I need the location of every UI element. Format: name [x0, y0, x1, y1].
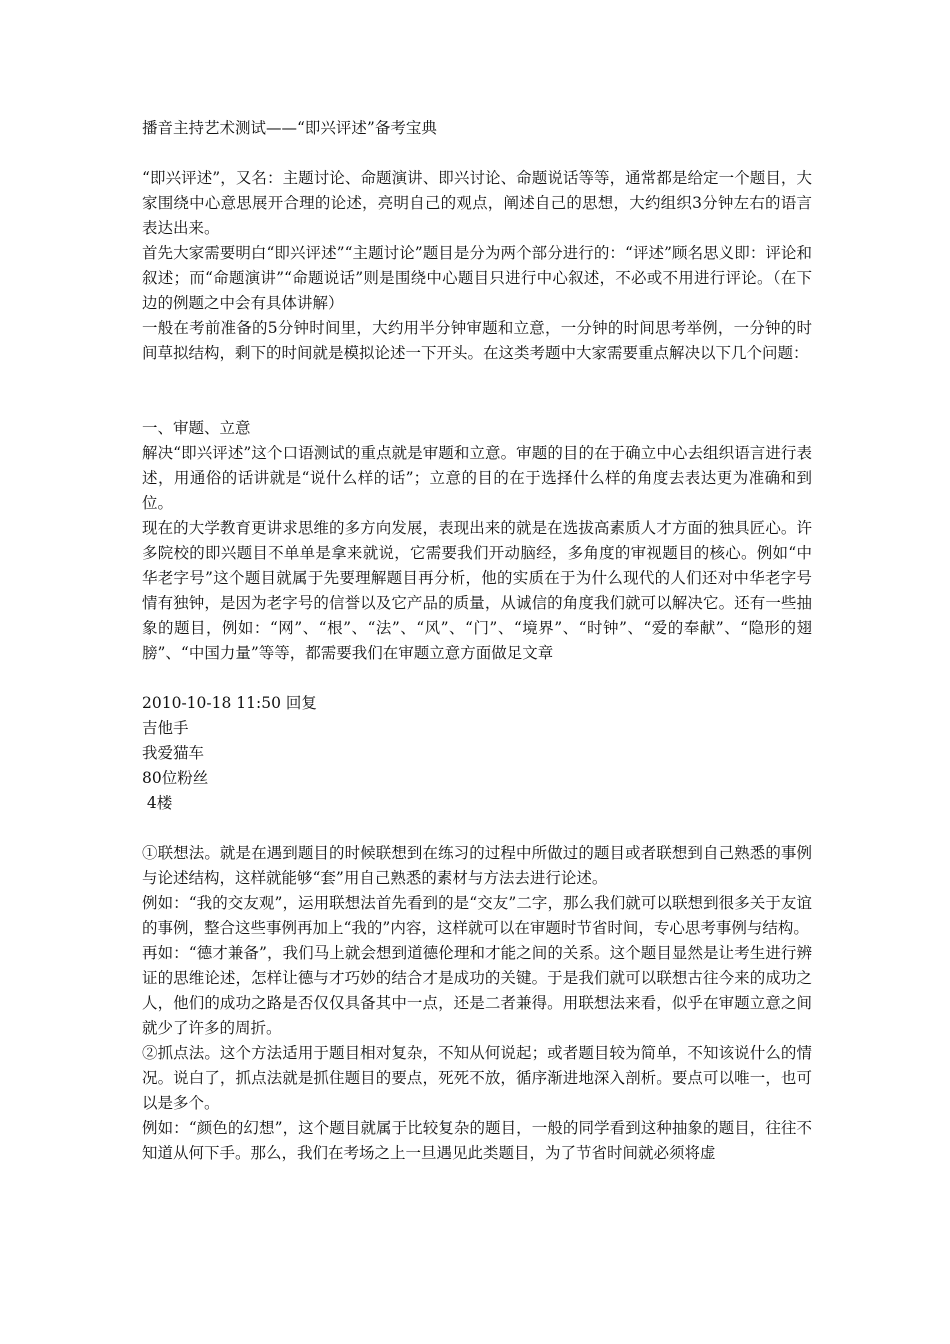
intro-paragraph-2: 首先大家需要明白“即兴评述”“主题讨论”题目是分为两个部分进行的：“评述”顾名思义即：评论和叙述；而“命题演讲”“命题说话”则是围绕中心题目只进行中心叙述，不必或不用进行评论。（在下边的例题之中会有具体讲解） [142, 244, 812, 312]
method-paragraph-1: ①联想法。就是在遇到题目的时候联想到在练习的过程中所做过的题目或者联想到自己熟悉的事例与论述结构，这样就能够“套”用自己熟悉的素材与方法去进行论述。 [142, 844, 812, 887]
method-paragraph-5: 例如：“颜色的幻想”，这个题目就属于比较复杂的题目，一般的同学看到这种抽象的题目，往往不知道从何下手。那么，我们在考场之上一旦遇见此类题目，为了节省时间就必须将虚 [142, 1119, 812, 1162]
reply-floor: 4楼 [142, 794, 173, 812]
intro-paragraph-1: “即兴评述”，又名：主题讨论、命题演讲、即兴讨论、命题说话等等，通常都是给定一个题目，大家围绕中心意思展开合理的论述，亮明自己的观点，阐述自己的思想，大约组织3分钟左右的语言表达出来。 [142, 169, 812, 237]
spacer [142, 816, 812, 841]
intro-paragraph-3: 一般在考前准备的5分钟时间里，大约用半分钟审题和立意，一分钟的时间思考举例，一分钟的时间草拟结构，剩下的时间就是模拟论述一下开头。在这类考题中大家需要重点解决以下几个问题： [142, 319, 812, 362]
spacer [142, 366, 812, 416]
method-paragraph-2: 例如：“我的交友观”，运用联想法首先看到的是“交友”二字，那么我们就可以联想到很多关于友谊的事例，整合这些事例再加上“我的”内容，这样就可以在审题时节省时间，专心思考事例与结构。 [142, 894, 812, 937]
section1-paragraph-2: 现在的大学教育更讲求思维的多方向发展，表现出来的就是在选拔高素质人才方面的独具匠心。许多院校的即兴题目不单单是拿来就说，它需要我们开动脑经，多角度的审视题目的核心。例如“中华老字号”这个题目就属于先要理解题目再分析，他的实质在于为什么现代的人们还对中华老字号情有独钟，是因为老字号的信誉以及它产品的质量，从诚信的角度我们就可以解决它。还有一些抽象的题目，例如：“网”、“根”、“法”、“风”、“门”、“境界”、“时钟”、“爱的奉献”、“隐形的翅膀”、“中国力量”等等，都需要我们在审题立意方面做足文章 [142, 519, 812, 662]
reply-fans: 80位粉丝 [142, 769, 209, 787]
spacer [142, 666, 812, 691]
document-title: 播音主持艺术测试——“即兴评述”备考宝典 [142, 119, 437, 137]
reply-nickname: 我爱猫车 [142, 744, 205, 762]
spacer [142, 141, 812, 166]
section1-paragraph-1: 解决“即兴评述”这个口语测试的重点就是审题和立意。审题的目的在于确立中心去组织语言进行表述，用通俗的话讲就是“说什么样的话”；立意的目的在于选择什么样的角度去表达更为准确和到位。 [142, 444, 812, 512]
section-heading: 一、审题、立意 [142, 419, 251, 437]
method-paragraph-4: ②抓点法。这个方法适用于题目相对复杂，不知从何说起；或者题目较为简单，不知该说什么的情况。说白了，抓点法就是抓住题目的要点，死死不放，循序渐进地深入剖析。要点可以唯一，也可以是多个。 [142, 1044, 812, 1112]
document-page [142, 116, 812, 1166]
reply-timestamp: 2010-10-18 11:50 回复 [142, 694, 317, 712]
reply-user: 吉他手 [142, 719, 189, 737]
method-paragraph-3: 再如：“德才兼备”，我们马上就会想到道德伦理和才能之间的关系。这个题目显然是让考生进行辨证的思维论述，怎样让德与才巧妙的结合才是成功的关键。于是我们就可以联想古往今来的成功之人，他们的成功之路是否仅仅具备其中一点，还是二者兼得。用联想法来看，似乎在审题立意之间就少了许多的周折。 [142, 944, 812, 1037]
